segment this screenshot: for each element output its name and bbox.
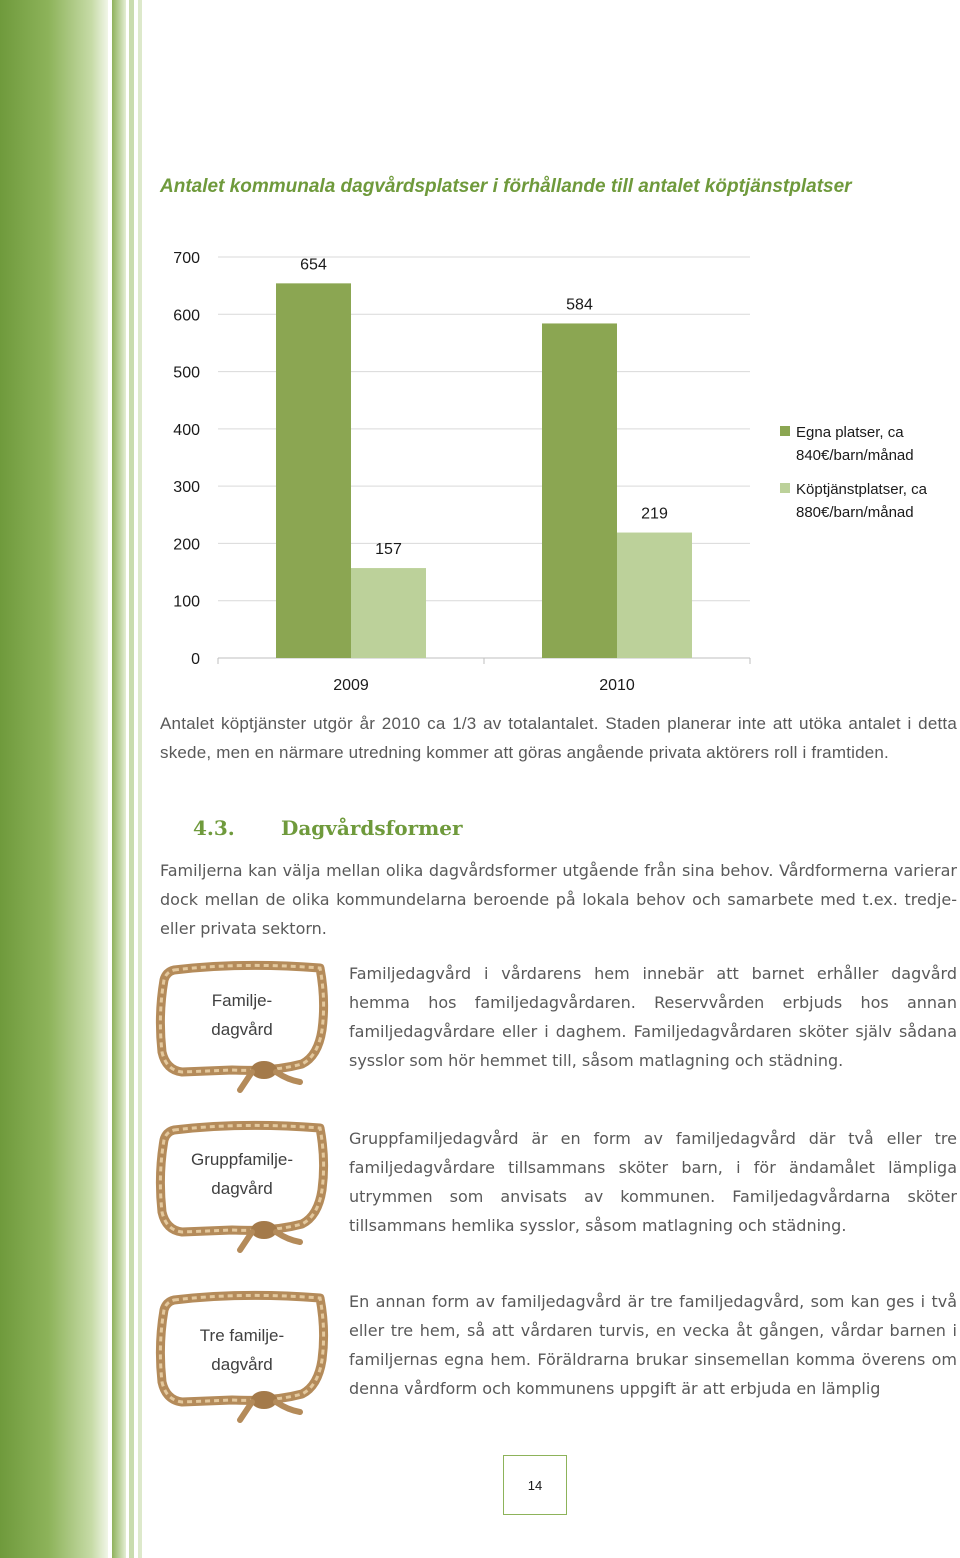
form-label-line: dagvård (211, 1020, 273, 1039)
rope-knot (251, 1061, 277, 1079)
data-label: 654 (300, 256, 327, 274)
page-number-box (503, 1455, 567, 1515)
section-number: 4.3. (193, 816, 235, 840)
rope-frame-familjedagvard (152, 960, 332, 1094)
data-label: 584 (566, 296, 593, 314)
bar (542, 323, 617, 658)
y-tick-label: 500 (173, 364, 200, 382)
form-label-line: dagvård (211, 1355, 273, 1374)
bar (276, 283, 351, 658)
legend-swatch (780, 426, 790, 436)
form-label-line: Gruppfamilje- (190, 1150, 294, 1169)
bar (351, 568, 426, 658)
legend-label: 880€/barn/månad (796, 504, 914, 521)
form-label (166, 986, 318, 1044)
y-tick-label: 100 (173, 593, 200, 611)
x-category-label: 2010 (599, 677, 635, 694)
form-description-tre-familjedagvard: En annan form av familjedagvård är tre familjedagvård, som kan ges i två eller tre hem, så att vårdaren turvis, en vecka åt gången, vårdar barnen i familjernas egna hem. Föräldrarna brukar sinsemellan komma överens om denna vårdform och kommunens uppgift är att erbjuda en lämplig (349, 1292, 957, 1398)
legend-label: Egna platser, ca (796, 424, 904, 441)
form-description-familjedagvard: Familjedagvård i vårdarens hem innebär att barnet erhåller dagvård hemma hos familjedagvårdaren. Reservvården erbjuds hos annan familjedagvårdare eller i daghem. Familjedagvårdaren sköter själv sådana sysslor som hör hemmet till, såsom matlagning och städning. (349, 964, 957, 1070)
chart-title: Antalet kommunala dagvårdsplatser i förhållande till antalet köptjänstplatser (160, 176, 852, 197)
y-tick-label: 0 (191, 651, 200, 668)
paragraph-purchased-services: Antalet köptjänster utgör år 2010 ca 1/3 av totalantalet. Staden planerar inte att utöka antalet i detta skede, men en närmare utredning kommer att göras angående privata aktörers roll i framtiden. (160, 714, 957, 762)
paragraph-daycare-forms-intro: Familjerna kan välja mellan olika dagvårdsformer utgående från sina behov. Vårdformerna varierar dock mellan de olika kommundelarna beroende på lokala behov och samarbete med t.ex. tredje- eller privata sektorn. (160, 861, 957, 938)
rope-frame-tre-familjedagvard (152, 1290, 332, 1424)
y-tick-label: 600 (173, 307, 200, 325)
form-label-line: dagvård (211, 1179, 273, 1198)
bar (617, 533, 692, 658)
section-title: Dagvårdsformer (281, 816, 463, 840)
form-label-line: Familje- (211, 991, 273, 1010)
legend-swatch (780, 483, 790, 493)
section-heading (193, 816, 463, 840)
legend-label: Köptjänstplatser, ca (796, 481, 927, 498)
legend-label: 840€/barn/månad (796, 447, 914, 464)
data-label: 157 (375, 541, 402, 559)
bar-chart (0, 0, 960, 700)
y-tick-label: 700 (173, 250, 200, 267)
x-category-label: 2009 (333, 677, 369, 694)
rope-knot (251, 1391, 277, 1409)
y-tick-label: 400 (173, 421, 200, 439)
form-label-line: Tre familje- (199, 1326, 285, 1345)
form-description-gruppfamiljedagvard: Gruppfamiljedagvård är en form av familjedagvård där två eller tre familjedagvårdare tillsammans sköter barn, i för ändamålet lämpliga utrymmen som anvisats av kommunen. Familjedagvårdarna sköter tillsammans hemlika sysslor, såsom matlagning och städning. (349, 1129, 957, 1235)
y-tick-label: 300 (173, 479, 200, 497)
data-label: 219 (641, 505, 668, 523)
y-tick-label: 200 (173, 536, 200, 554)
page-number: 14 (527, 1477, 543, 1493)
form-label (166, 1145, 318, 1203)
form-label (166, 1321, 318, 1379)
rope-knot (251, 1221, 277, 1239)
rope-frame-gruppfamiljedagvard (152, 1120, 332, 1254)
